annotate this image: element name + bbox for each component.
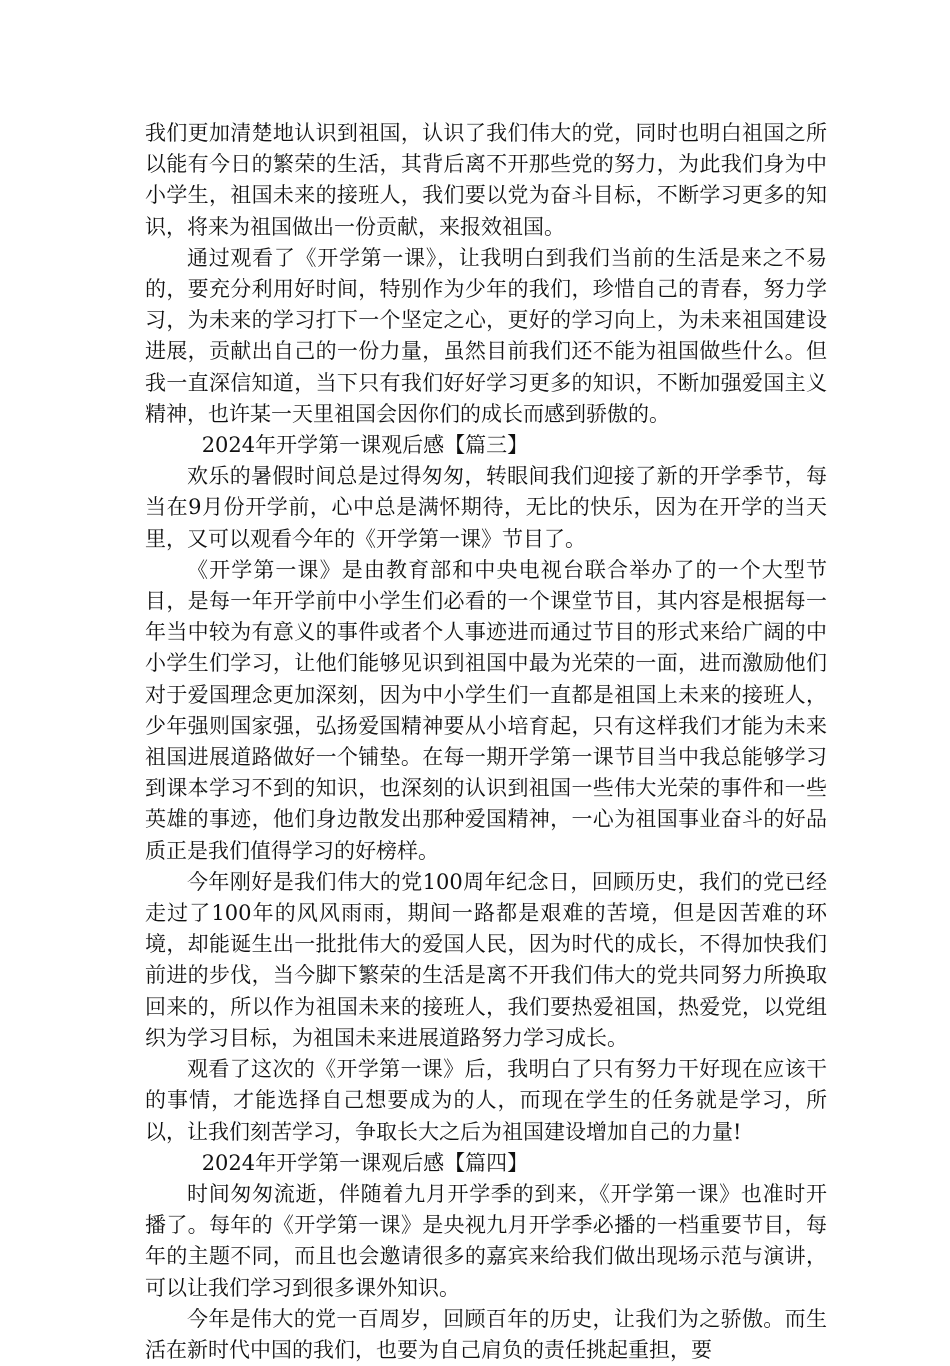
paragraph: 《开学第一课》是由教育部和中央电视台联合举办了的一个大型节目，是每一年开学前中小学生们必看的一个课堂节目，其内容是根据每一年当中较为有意义的事件或者个人事迹进而通过节目的形式来给广阔的中小学生们学习，让他们能够见识到祖国中最为光荣的一面，进而激励他们对于爱国理念更加深刻，因为中小学生们一直都是祖国上未来的接班人，少年强则国家强，弘扬爱国精神要从小培育起，只有这样我们才能为未来祖国进展道路做好一个铺垫。在每一期开学第一课节目当中我总能够学习到课本学习不到的知识，也深刻的认识到祖国一些伟大光荣的事件和一些英雄的事迹，他们身边散发出那种爱国精神，一心为祖国事业奋斗的好品质正是我们值得学习的好榜样。 (145, 557, 827, 863)
paragraph: 观看了这次的《开学第一课》后，我明白了只有努力干好现在应该干的事情，才能选择自己想要成为的人，而现在学生的任务就是学习，所以，让我们刻苦学习，争取长大之后为祖国建设增加自己的力量! (145, 1057, 827, 1144)
paragraph: 今年是伟大的党一百周岁，回顾百年的历史，让我们为之骄傲。而生活在新时代中国的我们，也要为自己肩负的责任挑起重担，要 (145, 1306, 827, 1362)
paragraph: 今年刚好是我们伟大的党100周年纪念日，回顾历史，我们的党已经走过了100年的风风雨雨，期间一路都是艰难的苦境，但是因苦难的环境，却能诞生出一批批伟大的爱国人民，因为时代的成长，不得加快我们前进的步伐，当今脚下繁荣的生活是离不开我们伟大的党共同努力所换取回来的，所以作为祖国未来的接班人，我们要热爱祖国，热爱党，以党组织为学习目标，为祖国未来进展道路努力学习成长。 (145, 869, 827, 1050)
section-heading: 2024年开学第一课观后感【篇四】 (201, 1150, 529, 1175)
paragraph: 我们更加清楚地认识到祖国，认识了我们伟大的党，同时也明白祖国之所以能有今日的繁荣的生活，其背后离不开那些党的努力，为此我们身为中小学生，祖国未来的接班人，我们要以党为奋斗目标，不断学习更多的知识，将来为祖国做出一份贡献，来报效祖国。 (145, 121, 827, 239)
paragraph: 欢乐的暑假时间总是过得匆匆，转眼间我们迎接了新的开学季节，每当在9月份开学前，心中总是满怀期待，无比的快乐，因为在开学的当天里，又可以观看今年的《开学第一课》节目了。 (145, 464, 827, 551)
document-page (145, 118, 827, 1366)
paragraph: 时间匆匆流逝，伴随着九月开学季的到来，《开学第一课》也准时开播了。每年的《开学第一课》是央视九月开学季必播的一档重要节目，每年的主题不同，而且也会邀请很多的嘉宾来给我们做出现场示范与演讲，可以让我们学习到很多课外知识。 (145, 1181, 827, 1300)
paragraph: 通过观看了《开学第一课》，让我明白到我们当前的生活是来之不易的，要充分利用好时间，特别作为少年的我们，珍惜自己的青春，努力学习，为未来的学习打下一个坚定之心，更好的学习向上，为未来祖国建设进展，贡献出自己的一份力量，虽然目前我们还不能为祖国做些什么。但我一直深信知道，当下只有我们好好学习更多的知识，不断加强爱国主义精神，也许某一天里祖国会因你们的成长而感到骄傲的。 (145, 245, 827, 426)
section-heading: 2024年开学第一课观后感【篇三】 (201, 433, 529, 458)
